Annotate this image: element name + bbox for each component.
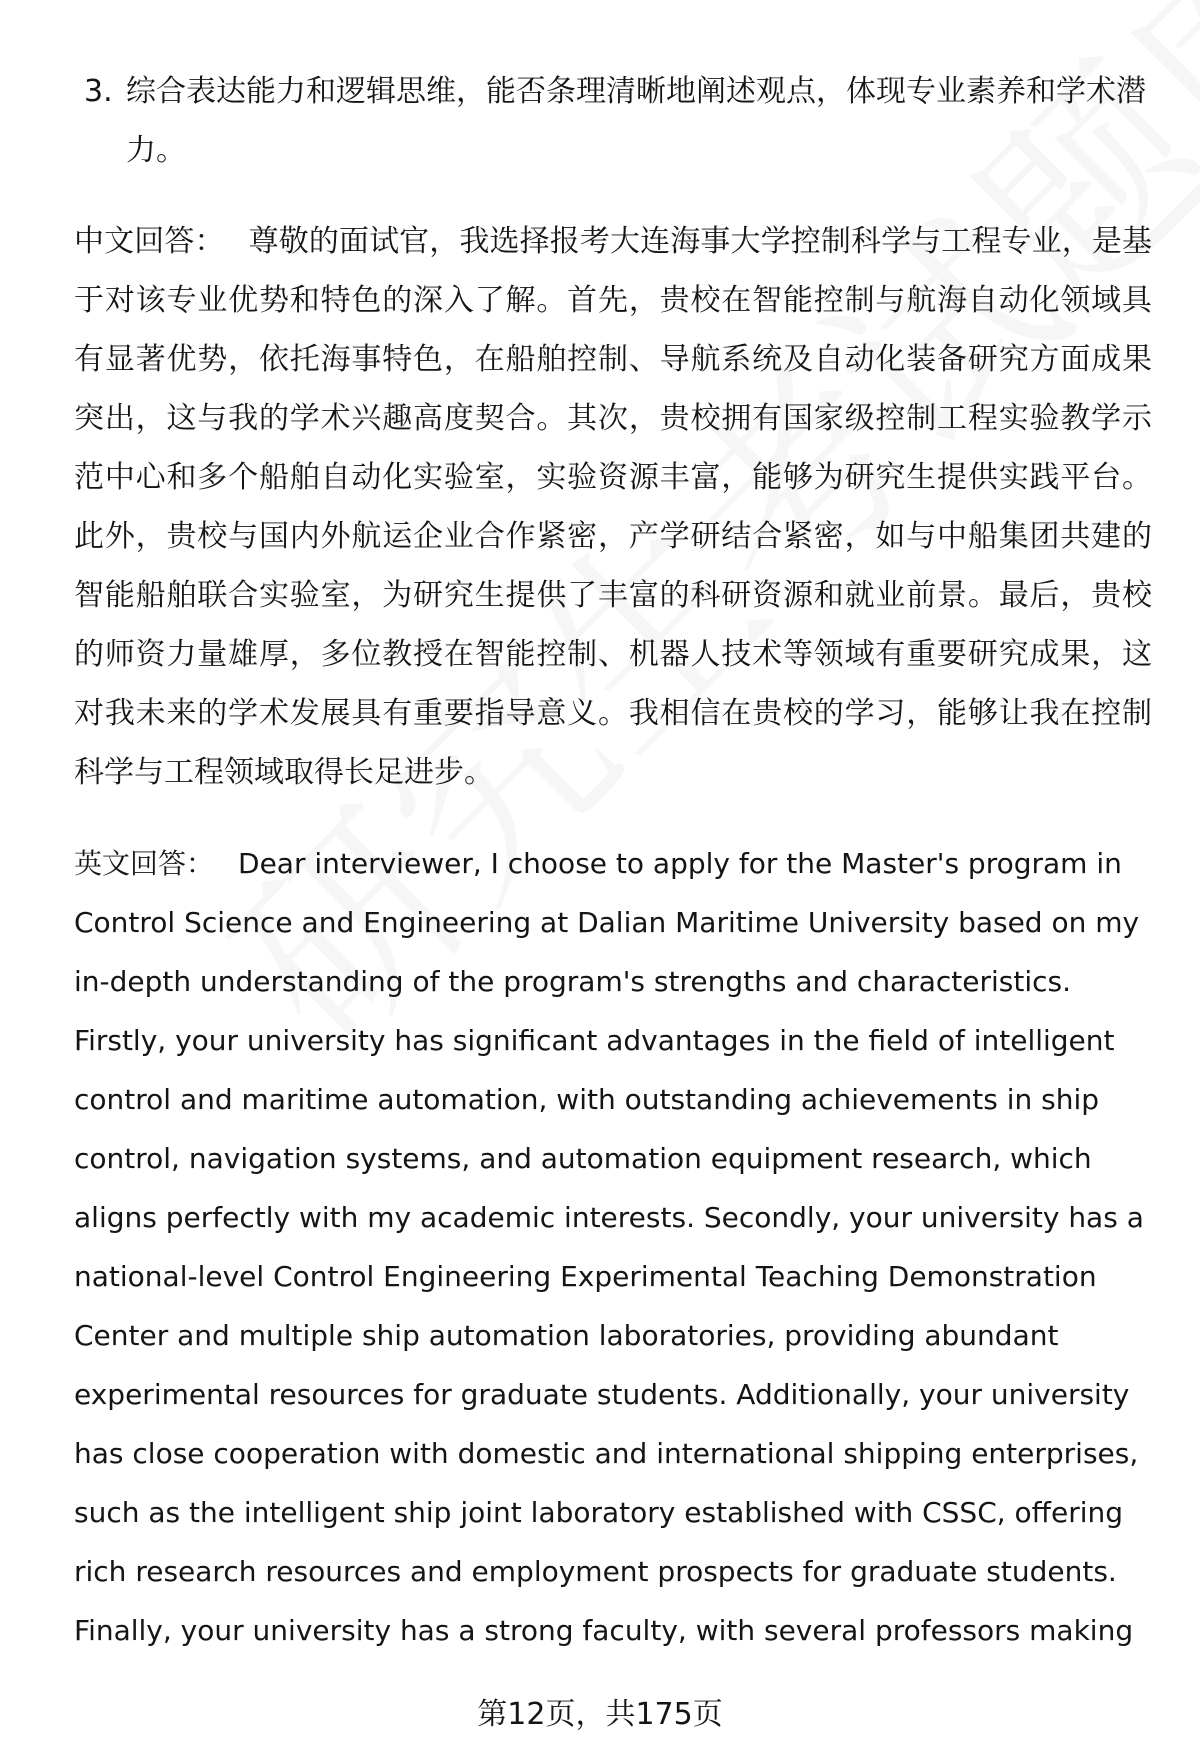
page-number: 第12页，共175页 xyxy=(477,1697,723,1732)
english-answer-paragraph xyxy=(74,834,1152,1660)
chinese-answer-paragraph xyxy=(74,212,1152,802)
chinese-answer-text: 尊敬的面试官，我选择报考大连海事大学控制科学与工程专业，是基于对该专业优势和特色的深入了解。首先，贵校在智能控制与航海自动化领域具有显著优势，依托海事特色，在船舶控制、导航系统及自动化装备研究方面成果突出，这与我的学术兴趣高度契合。其次，贵校拥有国家级控制工程实验教学示范中心和多个船舶自动化实验室，实验资源丰富，能够为研究生提供实践平台。此外，贵校与国内外航运企业合作紧密，产学研结合紧密，如与中船集团共建的智能船舶联合实验室，为研究生提供了丰富的科研资源和就业前景。最后，贵校的师资力量雄厚，多位教授在智能控制、机器人技术等领域有重要研究成果，这对我未来的学术发展具有重要指导意义。我相信在贵校的学习，能够让我在控制科学与工程领域取得长足进步。 xyxy=(74,224,1153,790)
english-answer-label: 英文回答： xyxy=(74,847,215,880)
page-footer xyxy=(0,1693,1200,1737)
english-answer-text: Dear interviewer, I choose to apply for the Master's program in Control Science and Engineering at Dalian Maritime University based on my in-depth understanding of the program's strengths and characteristics. Firstly, your university has significant advantages in the field of intelligent control and maritime automation, with outstanding achievements in ship control, navigation systems, and automation equipment research, which aligns perfectly with my academic interests. Secondly, your university has a national-level Control Engineering Experimental Teaching Demonstration Center and multiple ship automation laboratories, providing abundant experimental resources for graduate students. Additionally, your university has close cooperation with domestic and international shipping enterprises, such as the intelligent ship joint laboratory established with CSSC, offering rich research resources and employment prospects for graduate students. Finally, your university has a strong faculty, with several professors making xyxy=(74,847,1144,1647)
list-item-text: 综合表达能力和逻辑思维，能否条理清晰地阐述观点，体现专业素养和学术潜力。 xyxy=(126,74,1146,168)
list-number: 3. xyxy=(84,74,113,109)
numbered-list-item xyxy=(74,62,1152,180)
document-content xyxy=(74,62,1152,1660)
chinese-answer-label: 中文回答： xyxy=(74,224,225,259)
